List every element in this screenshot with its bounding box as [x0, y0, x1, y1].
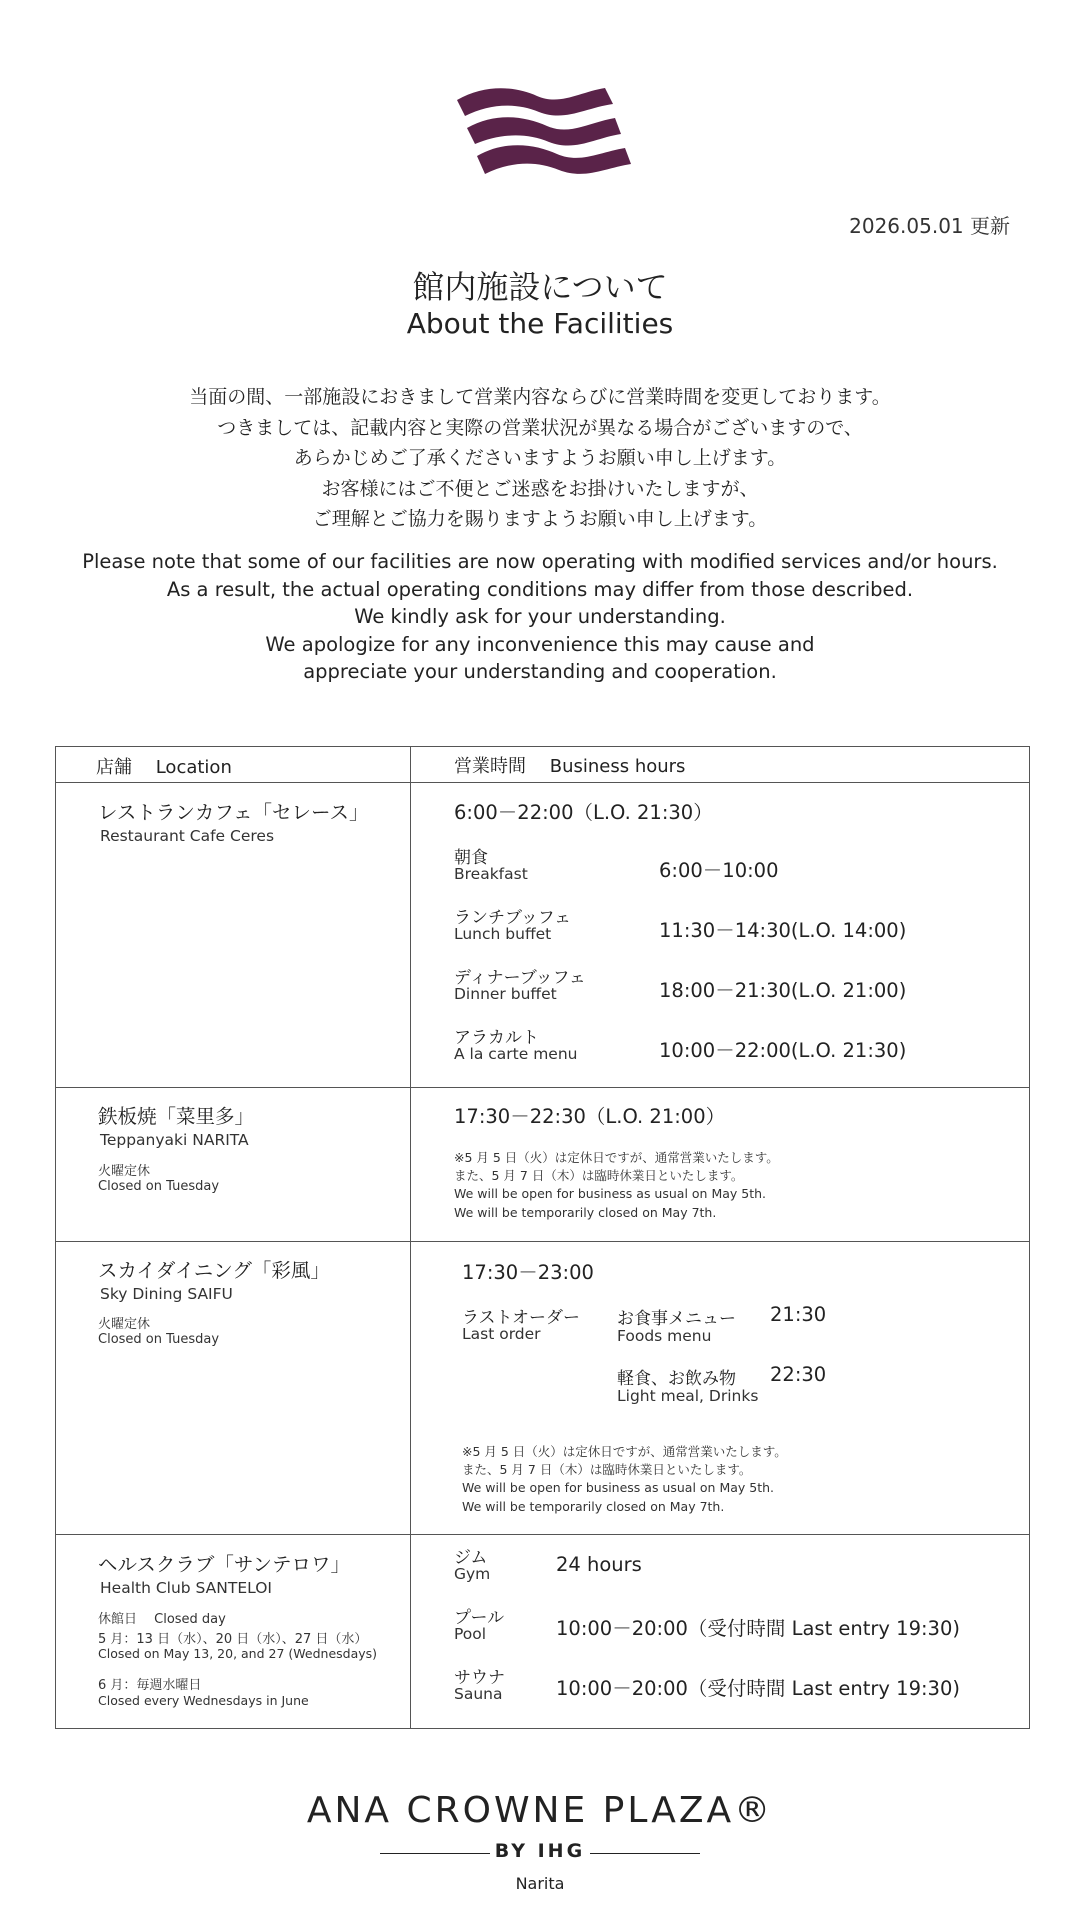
brand-logo-text: ANA CROWNE PLAZA® [306, 1790, 774, 1831]
intro-jp [0, 382, 1080, 535]
ceres-row-en: Lunch buffet [454, 925, 552, 943]
saifu-name-jp: スカイダイニング「彩風」 [98, 1259, 330, 1282]
intro-jp-line: あらかじめご了承くださいますようお願い申し上げます。 [293, 447, 787, 469]
ceres-row-jp: アラカルト [454, 1028, 539, 1048]
ceres-row-time: 10:00－22:00(L.O. 21:30) [659, 1039, 907, 1062]
narita-name-en: Teppanyaki NARITA [100, 1131, 249, 1149]
intro-jp-line: 当面の間、一部施設におきまして営業内容ならびに営業時間を変更しております。 [189, 386, 891, 408]
saifu-closed-jp: 火曜定休 [98, 1317, 151, 1332]
facilities-table [55, 746, 1030, 1729]
updated-date: 2026.05.01 更新 [849, 214, 1010, 238]
row-divider [56, 1087, 1029, 1088]
ceres-row-en: Dinner buffet [454, 985, 557, 1003]
saifu-note: We will be temporarily closed on May 7th. [462, 1499, 725, 1514]
intro-jp-line: お客様にはご不便とご迷惑をお掛けいたしますが、 [321, 477, 759, 500]
intro-jp-line: ご理解とご協力を賜りますようお願い申し上げます。 [312, 508, 768, 530]
ceres-row-time: 18:00－21:30(L.O. 21:00) [659, 979, 907, 1002]
brand-city: Narita [515, 1874, 565, 1893]
column-divider [410, 747, 411, 1728]
santeloi-row-jp: サウナ [454, 1668, 505, 1688]
santeloi-row-jp: プール [454, 1608, 505, 1628]
santeloi-row-time: 24 hours [556, 1553, 642, 1576]
narita-note: ※5 月 5 日（火）は定休日ですが、通常営業いたします。 [454, 1150, 779, 1165]
ceres-row-en: A la carte menu [454, 1045, 578, 1063]
ceres-row-jp: ランチブッフェ [454, 908, 571, 928]
saifu-name-en: Sky Dining SAIFU [100, 1285, 233, 1303]
santeloi-row-en: Pool [454, 1625, 487, 1643]
header-hours: 営業時間 Business hours [454, 756, 686, 777]
page-title-jp: 館内施設について [412, 268, 668, 306]
santeloi-row-jp: ジム [454, 1548, 488, 1568]
intro-en-line: We kindly ask for your understanding. [354, 605, 726, 628]
narita-note: また、5 月 7 日（木）は臨時休業日といたします。 [454, 1168, 744, 1183]
row-divider [56, 1534, 1029, 1535]
divider [590, 1853, 700, 1854]
ceres-row-en: Breakfast [454, 865, 528, 883]
santeloi-name-jp: ヘルスクラブ「サンテロワ」 [98, 1553, 350, 1576]
santeloi-may-en: Closed on May 13, 20, and 27 (Wednesdays) [98, 1646, 378, 1661]
narita-closed-en: Closed on Tuesday [98, 1179, 220, 1194]
saifu-lo-jp: ラストオーダー [462, 1308, 580, 1328]
santeloi-june-en: Closed every Wednesdays in June [98, 1693, 309, 1708]
saifu-drink-time: 22:30 [770, 1363, 827, 1386]
saifu-note: また、5 月 7 日（木）は臨時休業日といたします。 [462, 1462, 752, 1477]
intro-en-line: As a result, the actual operating conditions may differ from those described. [166, 577, 914, 601]
ceres-row-jp: ディナーブッフェ [454, 968, 586, 988]
ceres-name-en: Restaurant Cafe Ceres [100, 827, 275, 845]
saifu-hours: 17:30－23:00 [462, 1261, 594, 1284]
santeloi-may-jp: 5 月：13 日（水）、20 日（水）、27 日（水） [98, 1632, 368, 1647]
narita-name-jp: 鉄板焼「菜里多」 [98, 1105, 255, 1128]
saifu-note: ※5 月 5 日（火）は定休日ですが、通常営業いたします。 [462, 1444, 787, 1459]
ceres-row-time: 11:30－14:30(L.O. 14:00) [659, 919, 907, 942]
intro-en [0, 548, 1080, 686]
row-divider [56, 782, 1029, 783]
intro-en-line: We apologize for any inconvenience this may cause and [265, 632, 815, 656]
narita-note: We will be open for business as usual on May 5th. [454, 1186, 767, 1201]
page-title-en: About the Facilities [406, 307, 674, 340]
hotel-logo-icon [455, 82, 635, 182]
narita-note: We will be temporarily closed on May 7th. [454, 1205, 717, 1220]
santeloi-name-en: Health Club SANTELOI [100, 1579, 272, 1597]
santeloi-row-time: 10:00－20:00（受付時間 Last entry 19:30) [556, 1677, 960, 1700]
narita-closed-jp: 火曜定休 [98, 1164, 151, 1179]
santeloi-row-en: Gym [454, 1565, 491, 1583]
santeloi-closed-label: 休館日 Closed day [98, 1612, 226, 1627]
saifu-drink-jp: 軽食、お飲み物 [617, 1369, 736, 1389]
santeloi-row-time: 10:00－20:00（受付時間 Last entry 19:30) [556, 1617, 960, 1640]
header-location: 店舗 Location [96, 757, 232, 778]
intro-en-line: appreciate your understanding and cooperation. [303, 660, 777, 683]
saifu-food-jp: お食事メニュー [617, 1309, 736, 1329]
santeloi-row-en: Sauna [454, 1685, 503, 1703]
brand-by-line [380, 1840, 700, 1866]
saifu-note: We will be open for business as usual on May 5th. [462, 1480, 775, 1495]
ceres-row-time: 6:00－10:00 [659, 859, 779, 882]
saifu-food-en: Foods menu [617, 1327, 712, 1345]
brand-by-text: BY IHG [494, 1840, 586, 1862]
intro-jp-line: つきましては、記載内容と実際の営業状況が異なる場合がございますので、 [217, 416, 863, 439]
narita-hours: 17:30－22:30（L.O. 21:00） [454, 1105, 726, 1128]
saifu-drink-en: Light meal, Drinks [617, 1387, 759, 1405]
ceres-row-jp: 朝食 [454, 848, 488, 868]
ceres-hours: 6:00－22:00（L.O. 21:30） [454, 801, 713, 824]
ceres-name-jp: レストランカフェ「セレース」 [98, 801, 369, 824]
intro-en-line: Please note that some of our facilities are now operating with modified services and/or hours. [82, 550, 998, 573]
saifu-closed-en: Closed on Tuesday [98, 1332, 220, 1347]
saifu-food-time: 21:30 [770, 1303, 827, 1326]
row-divider [56, 1241, 1029, 1242]
saifu-lo-en: Last order [462, 1325, 541, 1343]
santeloi-june-jp: 6 月：毎週水曜日 [98, 1678, 202, 1693]
